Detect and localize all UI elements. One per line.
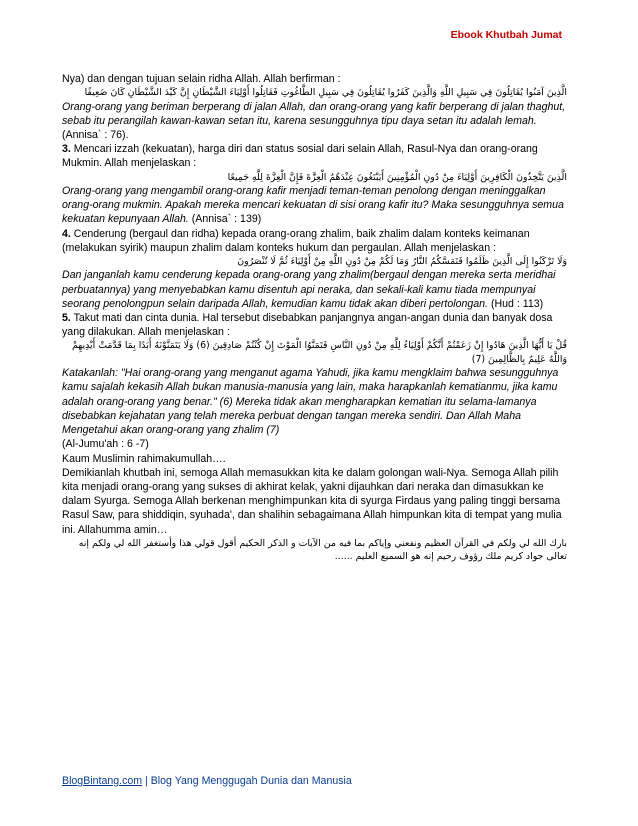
translation-1 — [62, 100, 567, 143]
arabic-verse-2: الَّذِينَ يَتَّخِذُونَ الْكَافِرِينَ أَوْلِيَاءَ مِنْ دُونِ الْمُؤْمِنِينَ أَيَبْتَغُونَ عِنْدَهُمُ الْعِزَّةَ فَإِنَّ الْعِزَّةَ لِلَّهِ جَمِيعًا — [227, 171, 567, 183]
point-3-text: Mencari izzah (kekuatan), harga diri dan status sosial dari selain Allah, Rasul-Nya dan orang-orang Mukmin. Allah menjelaskan : — [62, 143, 538, 170]
translation-2 — [62, 184, 567, 227]
reference-4: (Al-Jumu'ah : 6 -7) — [62, 438, 149, 451]
footer-separator: | — [142, 775, 151, 787]
intro-paragraph: Nya) dan dengan tujuan selain ridha Allah. Allah berfirman : — [62, 73, 341, 85]
document-body — [62, 72, 567, 564]
point-3-number: 3. — [62, 143, 71, 156]
footer-tagline: Blog Yang Menggugah Dunia dan Manusia — [150, 775, 352, 787]
page-footer — [62, 775, 352, 787]
reference-1: (Annisa` : 76). — [62, 129, 129, 142]
translation-4: Katakanlah: "Hai orang-orang yang menganut agama Yahudi, jika kamu mengklaim bahwa sesungguhnya kamu sajalah kekasih Allah bukan manusia-manusia yang lain, maka harapkanlah kematianmu, jika kamu adalah orang-orang yang benar." (6) Mereka tidak akan mengharapkan kematian itu selama-lamanya disebabkan kejahatan yang telah mereka perbuat dengan tangan mereka sendiri. Dan Allah Maha Mengetahui akan orang-orang yang zhalim (7) — [62, 367, 559, 437]
arabic-verse-1: الَّذِينَ آمَنُوا يُقَاتِلُونَ فِي سَبِيلِ اللَّهِ وَالَّذِينَ كَفَرُوا يُقَاتِلُونَ فِي سَبِيلِ الطَّاغُوتِ فَقَاتِلُوا أَوْلِيَاءَ الشَّيْطَانِ إِنَّ كَيْدَ الشَّيْطَانِ كَانَ ضَعِيفًا — [84, 87, 567, 99]
ebook-header-title: Ebook Khutbah Jumat — [450, 29, 562, 41]
reference-3: (Hud : 113) — [488, 297, 544, 310]
point-5-text: Takut mati dan cinta dunia. Hal tersebut disebabkan panjangnya angan-angan dunia dan banyak dosa yang dilakukan. Allah menjelaskan : — [62, 312, 553, 339]
point-4-number: 4. — [62, 227, 71, 240]
point-4-text: Cenderung (bergaul dan ridha) kepada orang-orang zhalim, baik zhalim dalam konteks keimanan (melakukan syirik) maupun zhalim dalam konteks hukum dan pergaulan. Allah menjelaskan : — [62, 227, 530, 254]
translation-1-text: Orang-orang yang beriman berperang di jalan Allah, dan orang-orang yang kafir berperang di jalan thaghut, sebab itu perangilah kawan-kawan setan itu, karena sesungguhnya tipu daya setan itu adalah lemah. — [62, 100, 566, 127]
translation-2-text: Orang-orang yang mengambil orang-orang kafir menjadi teman-teman penolong dengan meninggalkan orang-orang mukmin. Apakah mereka mencari kekuatan di sisi orang kafir itu? Maka sesungguhnya semua kekuatan kepunyaan Allah. — [62, 185, 564, 226]
arabic-verse-4: قُلْ يَا أَيُّهَا الَّذِينَ هَادُوا إِنْ زَعَمْتُمْ أَنَّكُمْ أَوْلِيَاءُ لِلَّهِ مِنْ دُونِ النَّاسِ فَتَمَنَّوُا الْمَوْتَ إِنْ كُنْتُمْ صَادِقِينَ (6) وَلَا يَتَمَنَّوْنَهُ أَبَدًا بِمَا قَدَّمَتْ أَيْدِيهِمْ وَاللَّهُ عَلِيمٌ بِالظَّالِمِينَ (7) — [71, 340, 567, 365]
blog-link[interactable]: BlogBintang.com — [62, 775, 143, 787]
translation-3-text: Dan janganlah kamu cenderung kepada orang-orang yang zhalim(bergaul dengan mereka serta meridhai perbuatannya) yang menyebabkan kamu disentuh api neraka, dan sekali-kali kamu tiada mempunyai seorang penolongpun selain daripada Allah, kemudian kamu tidak akan diberi pertolongan. — [62, 269, 556, 310]
point-5-number: 5. — [62, 312, 71, 325]
translation-3 — [62, 268, 567, 311]
point-4 — [62, 227, 567, 255]
arabic-verse-3: وَلَا تَرْكَنُوا إِلَى الَّذِينَ ظَلَمُوا فَتَمَسَّكُمُ النَّارُ وَمَا لَكُمْ مِنْ دُونِ اللَّهِ مِنْ أَوْلِيَاءَ ثُمَّ لَا تُنْصَرُونَ — [237, 256, 567, 268]
point-3 — [62, 142, 567, 170]
point-5 — [62, 311, 567, 339]
reference-2: (Annisa` : 139) — [188, 213, 262, 226]
arabic-closing-prayer: بارك الله لي ولكم في القرآن العظيم ونفعني وإياكم بما فيه من الآيات و الذكر الحكيم أقول قولي هذا وأستغفر الله لي ولكم إنه تعالى جواد كريم ملك رؤوف رحيم إنه هو السميع العليم ...... — [78, 537, 567, 563]
closing-greeting: Kaum Muslimin rahimakumullah…. — [62, 452, 226, 465]
closing-paragraph: Demikianlah khutbah ini, semoga Allah memasukkan kita ke dalam golongan wali-Nya. Semoga Allah pilih kita menjadi orang-orang yang sukses di akhirat kelak, yakni dijauhkan dari neraka dan dimasukkan ke dalam Syurga. Semoga Allah berkenan menghimpunkan kita di syurga Firdaus yang paling tinggi bersama Rasul Saw, para shiddiqin, syuhada', dan shalihin sebagaimana Allah himpunkan kita di tempat yang mulia ini. Allahumma amin… — [62, 466, 562, 536]
